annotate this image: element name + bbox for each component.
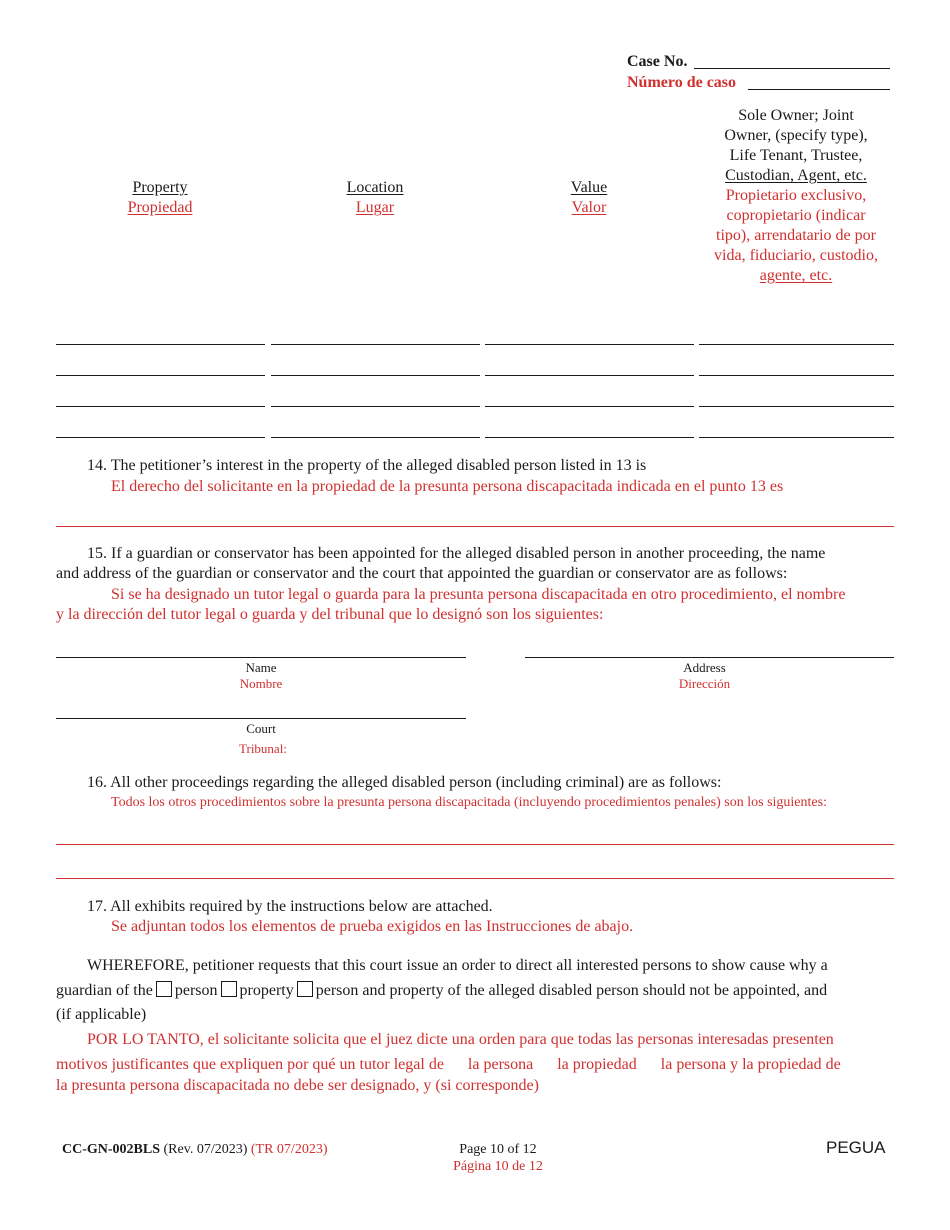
table-cell-line[interactable]	[56, 344, 265, 345]
item-16-text: 16. All other proceedings regarding the alleged disabled person (including criminal) are as follows:	[87, 774, 722, 791]
column-header-location	[275, 178, 475, 218]
ownership-es-line: tipo), arrendatario de por	[716, 227, 876, 244]
case-no-label-es: Número de caso	[627, 74, 737, 91]
item-17-text-es: Se adjuntan todos los elementos de prueba exigidos en las Instrucciones de abajo.	[111, 918, 634, 935]
ownership-es-line: copropietario (indicar	[726, 207, 866, 224]
wherefore-guardian-of: guardian of the	[56, 982, 153, 999]
column-label-es: Valor	[571, 199, 607, 216]
column-label-es: Lugar	[355, 199, 395, 216]
case-no-label: Case No.	[627, 53, 688, 70]
item-14-answer-line[interactable]	[56, 526, 894, 527]
ownership-en-line: Sole Owner; Joint	[738, 107, 854, 124]
case-no-field[interactable]	[694, 68, 890, 69]
wherefore-line-2	[56, 981, 827, 1001]
ownership-header	[697, 106, 895, 286]
footer-form-code: PEGUA	[826, 1138, 886, 1157]
court-field[interactable]	[56, 718, 466, 719]
wherefore-es-line-2	[56, 1055, 841, 1075]
table-cell-line[interactable]	[485, 375, 694, 376]
form-translation-revision: (TR 07/2023)	[250, 1142, 328, 1157]
wherefore-es-tutor-legal: motivos justificantes que expliquen por qué un tutor legal de	[56, 1056, 444, 1073]
es-person-option-label: la persona	[467, 1056, 534, 1073]
guardian-name-label-es: Nombre	[239, 676, 283, 691]
table-cell-line[interactable]	[485, 344, 694, 345]
guardian-name-label: Name	[245, 660, 277, 675]
guardian-address-label-es: Dirección	[678, 676, 731, 691]
footer-page-number-es: Página 10 de 12	[453, 1159, 543, 1174]
item-17-text: 17. All exhibits required by the instructions below are attached.	[87, 898, 493, 915]
wherefore-line-1: WHEREFORE, petitioner requests that this court issue an order to direct all interested persons to show cause why a	[87, 957, 828, 974]
form-revision: (Rev. 07/2023)	[163, 1142, 248, 1157]
table-cell-line[interactable]	[699, 437, 894, 438]
table-cell-line[interactable]	[485, 406, 694, 407]
table-cell-line[interactable]	[271, 406, 480, 407]
table-cell-line[interactable]	[56, 437, 265, 438]
court-label: Court	[246, 721, 276, 736]
person-and-property-checkbox[interactable]	[297, 981, 313, 997]
es-both-option-label: la persona y la propiedad de	[660, 1056, 841, 1073]
item-14-text: 14. The petitioner’s interest in the property of the alleged disabled person listed in 13 is	[87, 457, 647, 474]
person-checkbox[interactable]	[156, 981, 172, 997]
table-cell-line[interactable]	[271, 437, 480, 438]
item-16-answer-line-1[interactable]	[56, 844, 894, 845]
form-id: CC-GN-002BLS	[62, 1142, 161, 1157]
guardian-address-field[interactable]	[525, 657, 894, 658]
column-label: Value	[570, 179, 608, 196]
item-15-text-2: and address of the guardian or conservator and the court that appointed the guardian or conservator are as follows:	[56, 565, 788, 582]
item-15-text-es-2: y la dirección del tutor legal o guarda y del tribunal que lo designó son los siguientes:	[56, 606, 604, 623]
wherefore-es-line-3: la presunta persona discapacitada no debe ser designado, y (si corresponde)	[56, 1077, 539, 1094]
guardian-name-field[interactable]	[56, 657, 466, 658]
es-property-option-label: la propiedad	[557, 1056, 637, 1073]
item-15-text-es-1: Si se ha designado un tutor legal o guarda para la presunta persona discapacitada en otro procedimiento, el nombre	[111, 586, 846, 603]
ownership-en-line: Custodian, Agent, etc.	[725, 167, 867, 184]
table-cell-line[interactable]	[485, 437, 694, 438]
table-cell-line[interactable]	[56, 406, 265, 407]
property-option-label: property	[239, 982, 294, 999]
table-cell-line[interactable]	[271, 375, 480, 376]
ownership-en-line: Life Tenant, Trustee,	[729, 147, 863, 164]
item-16-text-es: Todos los otros procedimientos sobre la presunta persona discapacitada (incluyendo procedimientos penales) son los siguientes:	[111, 795, 827, 810]
table-cell-line[interactable]	[699, 375, 894, 376]
ownership-es-line: agente, etc.	[759, 267, 833, 284]
table-cell-line[interactable]	[56, 375, 265, 376]
footer-form-id	[62, 1141, 327, 1158]
table-cell-line[interactable]	[699, 344, 894, 345]
ownership-en-line: Owner, (specify type),	[724, 127, 868, 144]
table-cell-line[interactable]	[699, 406, 894, 407]
table-cell-line[interactable]	[271, 344, 480, 345]
column-label: Location	[346, 179, 404, 196]
case-no-underline-es	[748, 89, 890, 90]
item-16-answer-line-2[interactable]	[56, 878, 894, 879]
wherefore-es-line-1: POR LO TANTO, el solicitante solicita que el juez dicte una orden para que todas las personas interesadas presenten	[87, 1031, 834, 1048]
column-header-value	[489, 178, 689, 218]
ownership-es-line: vida, fiduciario, custodio,	[714, 247, 878, 264]
court-label-es: Tribunal:	[239, 741, 287, 756]
wherefore-line-3: (if applicable)	[56, 1006, 147, 1023]
property-checkbox[interactable]	[221, 981, 237, 997]
item-15-text-1: 15. If a guardian or conservator has been appointed for the alleged disabled person in another proceeding, the name	[87, 545, 826, 562]
guardian-address-label: Address	[683, 660, 726, 675]
person-option-label: person	[174, 982, 218, 999]
column-label-es: Propiedad	[127, 199, 193, 216]
footer-page-number: Page 10 of 12	[459, 1142, 537, 1157]
ownership-es-line: Propietario exclusivo,	[725, 187, 867, 204]
person-and-property-option-label: person and property of the alleged disabled person should not be appointed, and	[315, 982, 828, 999]
column-header-property	[60, 178, 260, 218]
column-label: Property	[132, 179, 188, 196]
item-14-text-es: El derecho del solicitante en la propiedad de la presunta persona discapacitada indicada en el punto 13 es	[111, 478, 784, 495]
